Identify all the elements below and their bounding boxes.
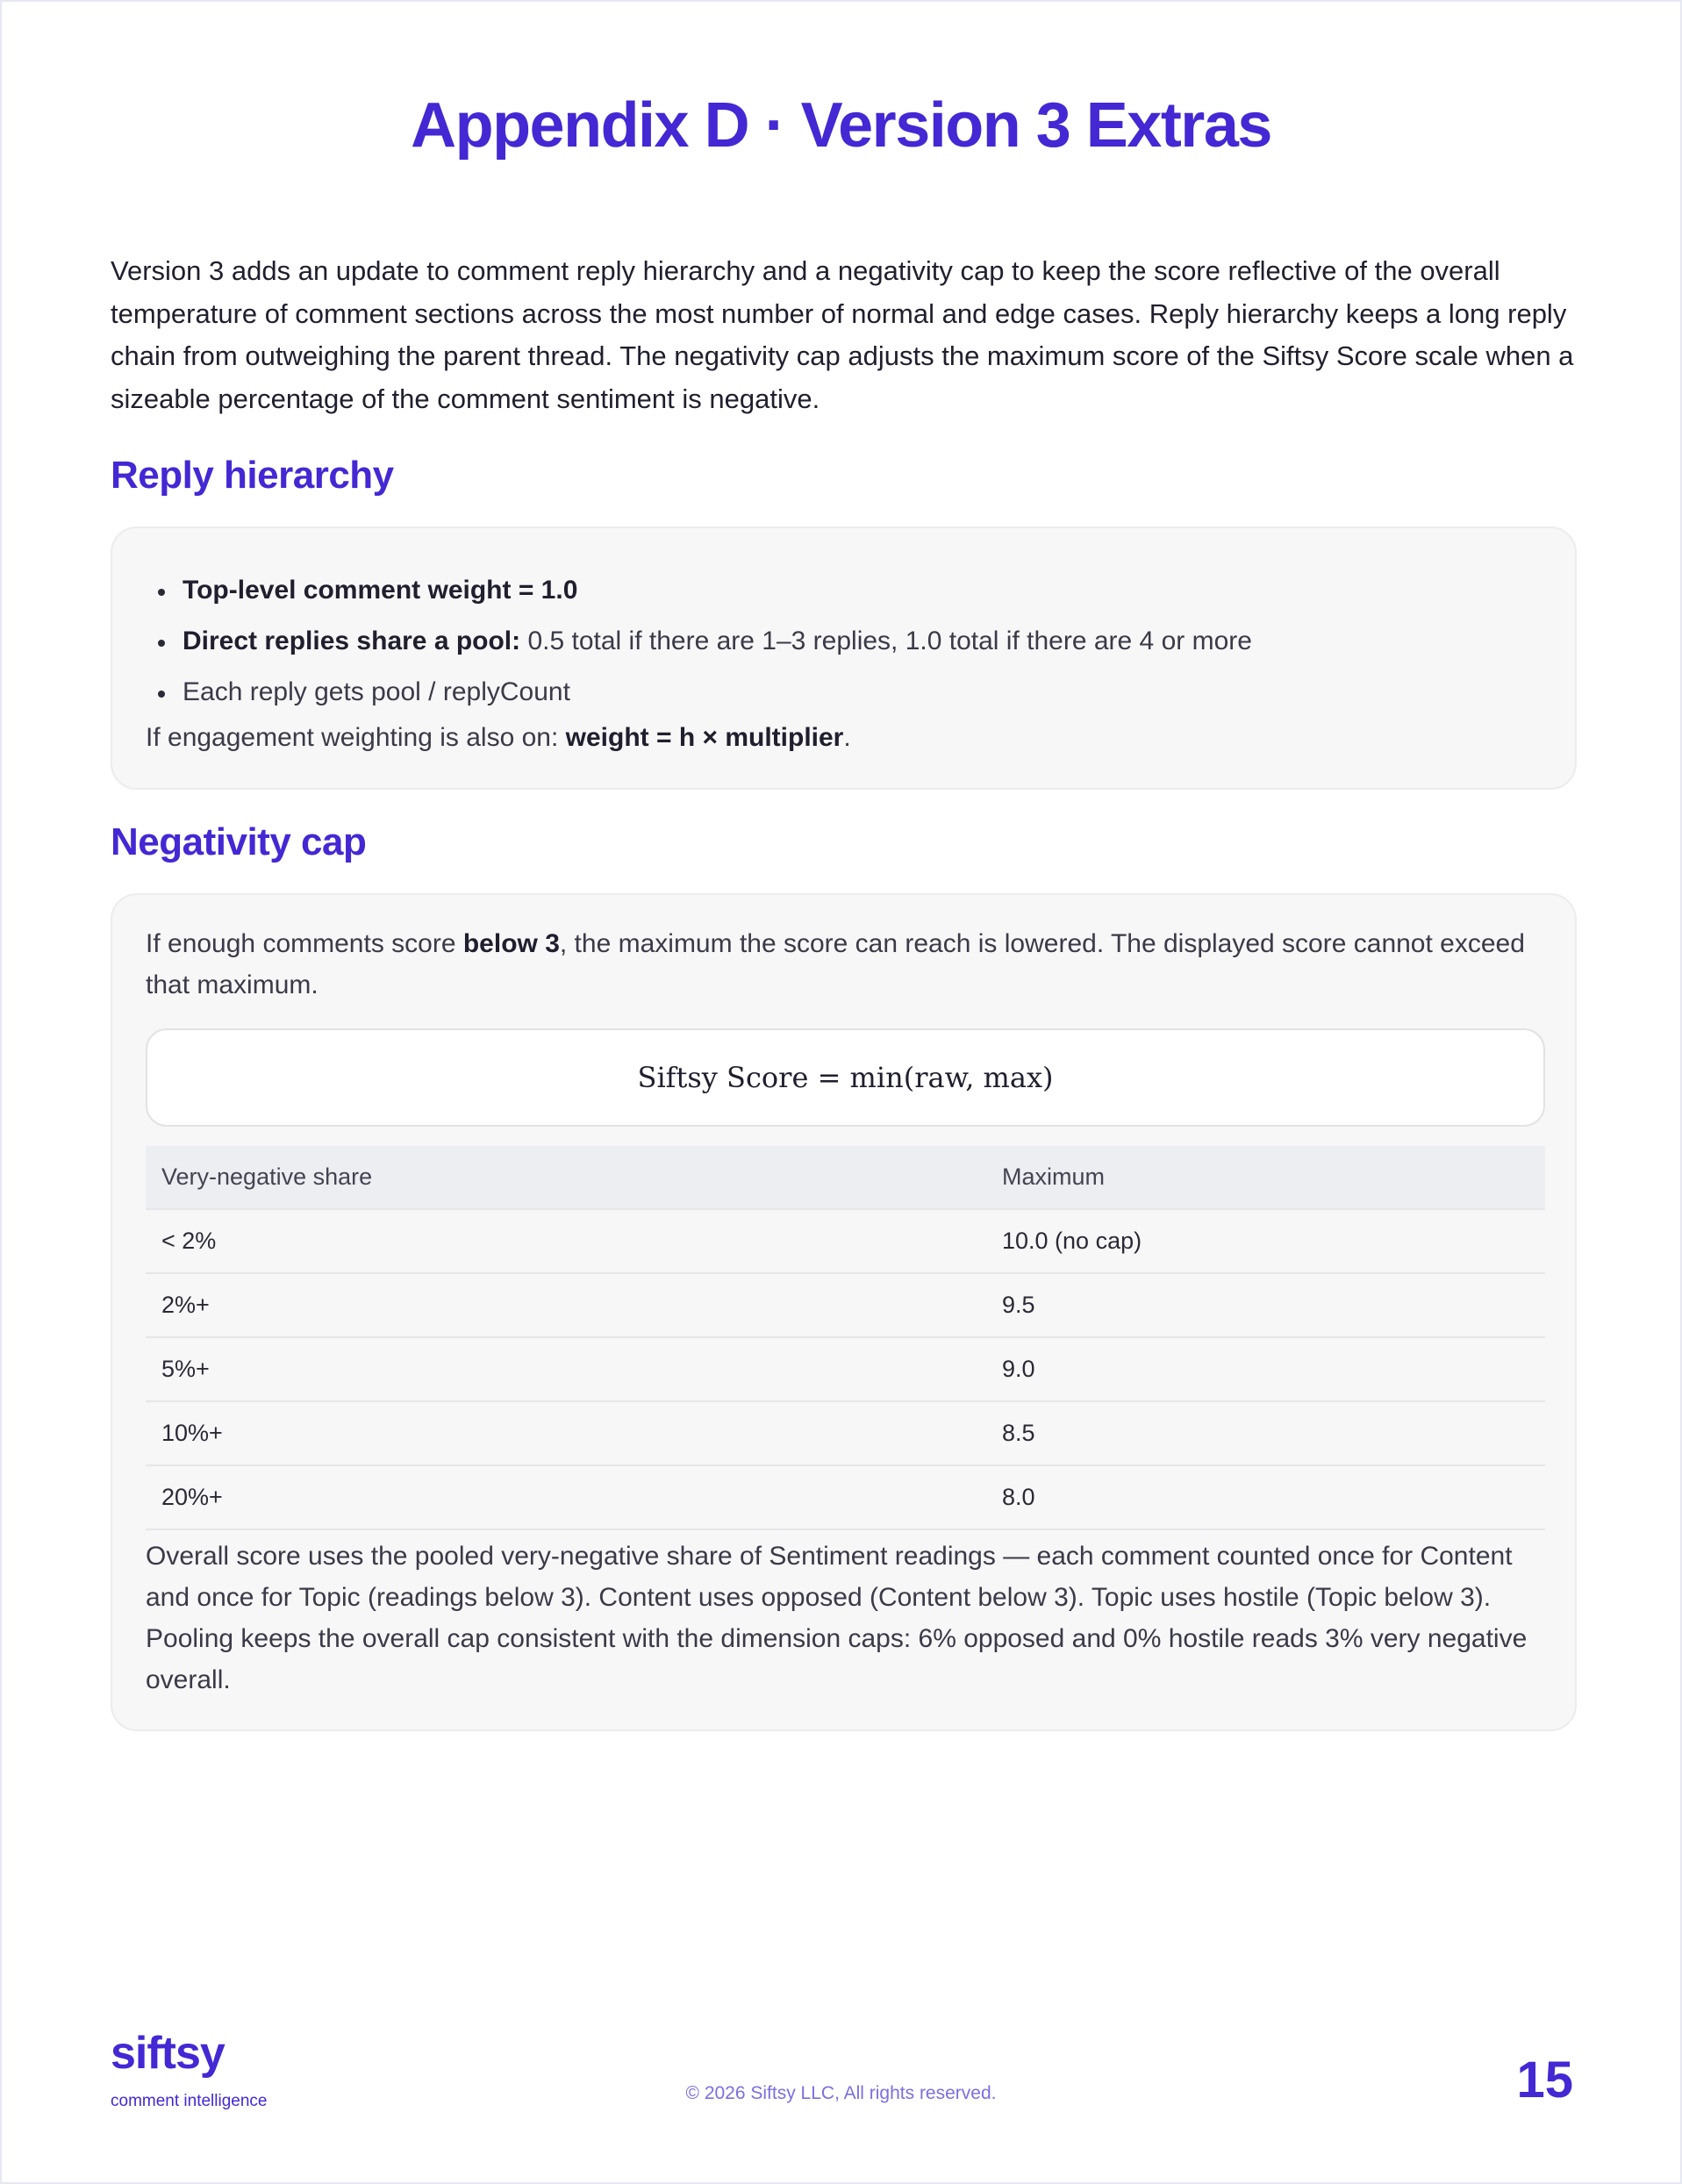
reply-pool-text: 0.5 total if there are 1–3 replies, 1.0 total if there are 4 or more	[520, 627, 1252, 655]
maximum-cell: 9.0	[986, 1337, 1545, 1401]
page-number: 15	[1516, 2052, 1573, 2109]
score-formula	[146, 1028, 1545, 1127]
column-header-maximum: Maximum	[986, 1146, 1545, 1209]
engagement-note-suffix: .	[843, 723, 851, 752]
cap-intro-suffix: , the maximum the score can reach is lowered. The displayed score cannot exceed that maximum.	[146, 929, 1525, 999]
list-item	[146, 565, 1252, 616]
column-header-share: Very-negative share	[146, 1146, 986, 1209]
intro-paragraph: Version 3 adds an update to comment reply hierarchy and a negativity cap to keep the score reflective of the overall temperature of comment sections across the most number of normal and edge cases. Reply hierarchy keeps a long reply chain from outweighing the parent thread. The negativity cap adjusts the maximum score of the Siftsy Score scale when a sizeable percentage of the comment sentiment is negative.	[111, 255, 1574, 414]
cap-threshold-text: below 3	[462, 929, 560, 958]
maximum-cell: 10.0 (no cap)	[986, 1209, 1545, 1273]
list-item	[146, 616, 1252, 667]
siftsy-logo: siftsy	[111, 2028, 225, 2079]
reply-hierarchy-heading: Reply hierarchy	[111, 454, 394, 497]
list-item	[146, 667, 1252, 718]
logo-tagline: comment intelligence	[111, 2092, 268, 2110]
negativity-cap-card	[111, 893, 1577, 1731]
share-cell: 20%+	[146, 1465, 986, 1529]
maximum-cell: 9.5	[986, 1273, 1545, 1337]
table-row	[146, 1465, 1545, 1529]
engagement-note-prefix: If engagement weighting is also on:	[146, 723, 566, 752]
share-cell: 2%+	[146, 1273, 986, 1337]
reply-share-text: Each reply gets pool / replyCount	[183, 677, 570, 706]
engagement-note	[146, 712, 851, 763]
table-row	[146, 1401, 1545, 1465]
table-header-row	[146, 1146, 1545, 1209]
pooling-note: Overall score uses the pooled very-negative share of Sentiment readings — each comment counted once for Content and once for Topic (readings below 3). Content uses opposed (Content below 3). Topic uses hostile (Topic below 3). Pooling keeps the overall cap consistent with the dimension caps: 6% opposed and 0% hostile reads 3% very negative overall.	[146, 1542, 1528, 1694]
negativity-cap-heading: Negativity cap	[111, 820, 367, 863]
reply-hierarchy-card	[111, 526, 1577, 790]
maximum-cell: 8.0	[986, 1465, 1545, 1529]
negativity-cap-intro	[146, 923, 1532, 1006]
reply-pool-label: Direct replies share a pool:	[183, 627, 521, 655]
table-row	[146, 1337, 1545, 1401]
weight-formula-text: weight = h × multiplier	[565, 723, 844, 752]
share-cell: < 2%	[146, 1209, 986, 1273]
negativity-cap-table	[146, 1146, 1545, 1530]
table-row	[146, 1273, 1545, 1337]
share-cell: 5%+	[146, 1337, 986, 1401]
copyright-text: © 2026 Siftsy LLC, All rights reserved.	[685, 2083, 997, 2103]
share-cell: 10%+	[146, 1401, 986, 1465]
page-title: Appendix D · Version 3 Extras	[411, 90, 1271, 161]
table-row	[146, 1209, 1545, 1273]
cap-intro-prefix: If enough comments score	[146, 929, 463, 958]
formula-text: Siftsy Score = min(raw, max)	[637, 1061, 1054, 1094]
top-level-weight-text: Top-level comment weight = 1.0	[183, 576, 578, 605]
maximum-cell: 8.5	[986, 1401, 1545, 1465]
reply-hierarchy-list	[146, 565, 1252, 718]
